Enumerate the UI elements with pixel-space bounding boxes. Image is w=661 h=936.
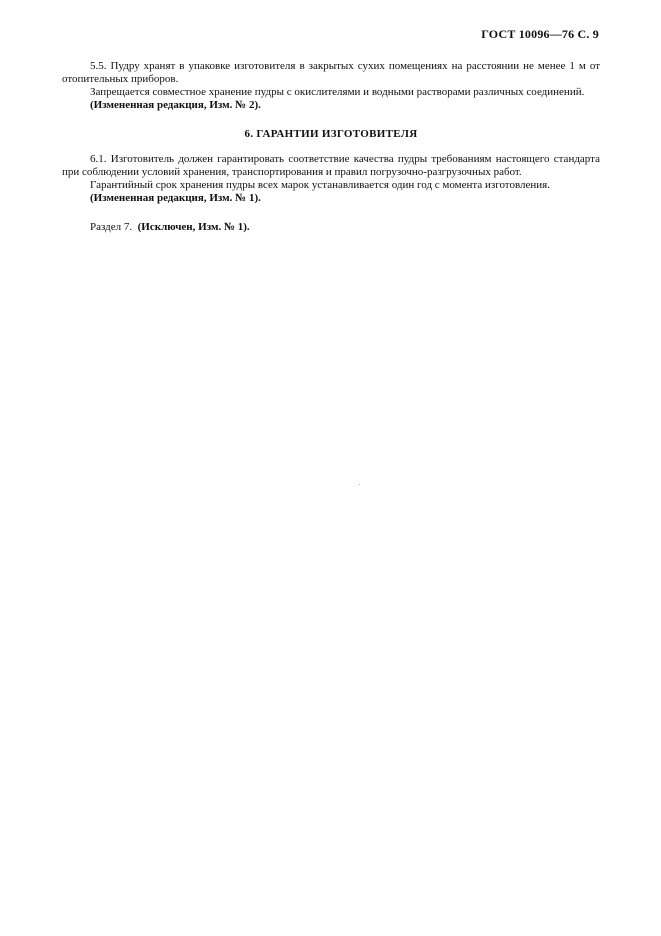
section-title-6: 6. ГАРАНТИИ ИЗГОТОВИТЕЛЯ <box>244 128 418 140</box>
page-header: ГОСТ 10096—76 С. 9 <box>481 27 599 41</box>
section-7-line <box>62 221 600 234</box>
paragraph-storage-prohibition: Запрещается совместное хранение пудры с окислителями и водными растворами различных соединений. <box>90 86 585 98</box>
paragraph-5-5: 5.5. Пудру хранят в упаковке изготовителя в закрытых сухих помещениях на расстоянии не менее 1 м от отопительных приборов. <box>62 60 600 85</box>
paragraph-warranty-period: Гарантийный срок хранения пудры всех марок устанавливается один год с момента изготовления. <box>90 179 550 191</box>
section-7-note: (Исключен, Изм. № 1). <box>137 221 250 233</box>
spacer <box>62 141 600 153</box>
page-content <box>62 60 600 234</box>
spacer <box>62 112 600 128</box>
paragraph-6-1: 6.1. Изготовитель должен гарантировать соответствие качества пудры требованиям настоящего стандарта при соблюдении условий хранения, транспортирования и правил погрузочно-разгрузочных работ. <box>62 153 600 178</box>
scan-speck <box>359 484 360 485</box>
spacer <box>62 205 600 221</box>
section-7-label: Раздел 7. <box>90 221 133 233</box>
amendment-note-6: (Измененная редакция, Изм. № 1). <box>90 192 261 204</box>
amendment-note-5: (Измененная редакция, Изм. № 2). <box>90 99 261 111</box>
